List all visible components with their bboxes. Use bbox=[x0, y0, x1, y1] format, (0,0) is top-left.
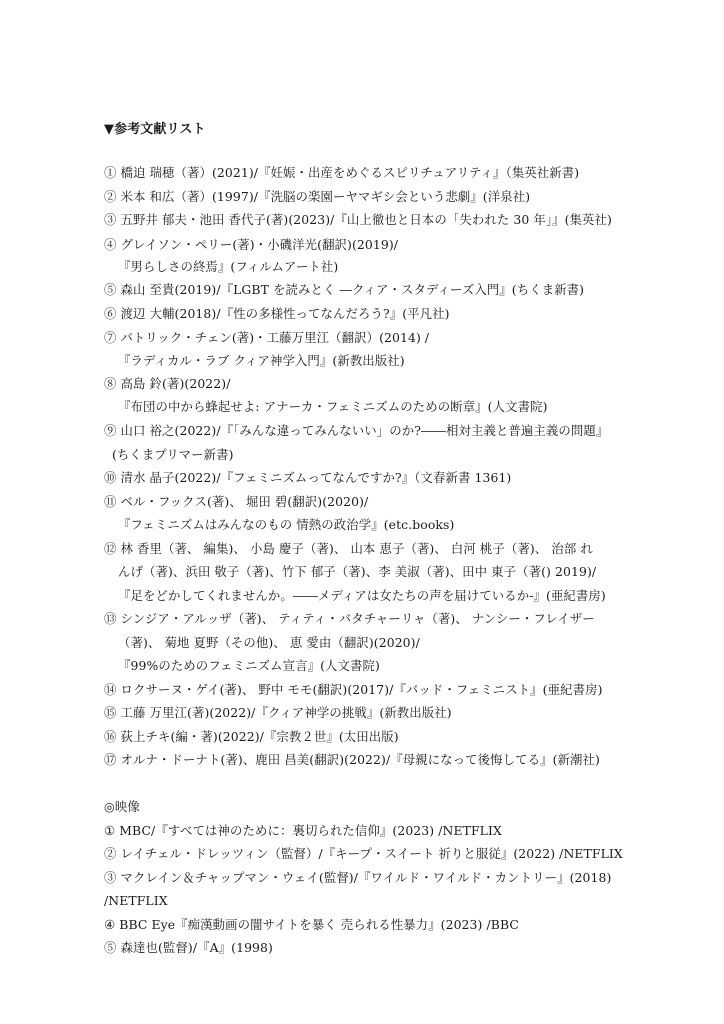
reference-line: ⑧ 高島 鈴(著)(2022)/ bbox=[104, 376, 231, 391]
reference-line: ⑮ 工藤 万里江(著)(2022)/『クィア神学の挑戦』(新教出版社) bbox=[104, 705, 452, 720]
video-line: ⑤ 森達也(監督)/『A』(1998) bbox=[104, 940, 273, 955]
reference-line: ① 橋迫 瑞穂（著）(2021)/『妊娠・出産をめぐるスピリチュアリティ』（集英社新書) bbox=[104, 165, 580, 180]
reference-line: ⑪ ベル・フックス(著)、 堀田 碧(翻訳)(2020)/ bbox=[104, 494, 369, 509]
reference-line: （著)、 菊地 夏野（その他)、 恵 愛由（翻訳)(2020)/ bbox=[118, 635, 420, 650]
reference-line: ⑰ オルナ・ドーナト(著)、鹿田 昌美(翻訳)(2022)/『母親になって後悔してる』(新潮社) bbox=[104, 752, 600, 767]
reference-line: ⑦ パトリック・チェン(著)・工藤万里江（翻訳）(2014) / bbox=[104, 330, 430, 345]
reference-line: (ちくまプリマー新書) bbox=[112, 447, 234, 462]
reference-line: 『ラディカル・ラブ クィア神学入門』(新教出版社) bbox=[118, 353, 405, 368]
reference-line: 『布団の中から蜂起せよ: アナーカ・フェミニズムのための断章』(人文書院) bbox=[118, 399, 548, 414]
videos-heading: ◎映像 bbox=[104, 799, 140, 814]
reference-line: 『フェミニズムはみんなのもの 情熱の政治学』(etc.books) bbox=[118, 517, 455, 532]
reference-line: ② 米本 和広（著）(1997)/『洗脳の楽園ーヤマギシ会という悲劇』(洋泉社) bbox=[104, 189, 531, 204]
video-line: /NETFLIX bbox=[104, 893, 168, 908]
reference-line: ⑯ 荻上チキ(編・著)(2022)/『宗教２世』(太田出版) bbox=[104, 729, 399, 744]
reference-line: ⑨ 山口 裕之(2022)/『「みんな違ってみんないい」のか?――相対主義と普遍主義の問題』 bbox=[104, 423, 609, 438]
reference-line: 『99%のためのフェミニズム宣言』(人文書院) bbox=[118, 658, 380, 673]
reference-line: んげ（著)、浜田 敬子（著)、竹下 郁子（著)、李 美淑（著)、田中 東子（著() 2019)/ bbox=[118, 564, 597, 579]
video-line: ① MBC/『すべては神のために：裏切られた信仰』(2023) /NETFLIX bbox=[104, 823, 502, 838]
reference-line: ③ 五野井 郁夫・池田 香代子(著)(2023)/『山上徹也と日本の「失われた 30 年」』(集英社) bbox=[104, 212, 612, 227]
reference-line: ⑭ ロクサーヌ・ゲイ(著)、 野中 モモ(翻訳)(2017)/『バッド・フェミニスト』(亜紀書房) bbox=[104, 682, 603, 697]
reference-line: 『足をどかしてくれませんか。――メディアは女たちの声を届けているか-』(亜紀書房) bbox=[118, 588, 606, 603]
video-line: ② レイチェル・ドレッツィン（監督）/『キープ・スイート 祈りと服従』(2022) /NETFLIX bbox=[104, 846, 623, 861]
references-heading: ▼参考文献リスト bbox=[104, 122, 206, 137]
reference-line: ⑥ 渡辺 大輔(2018)/『性の多様性ってなんだろう?』(平凡社) bbox=[104, 306, 450, 321]
reference-line: 『男らしさの終焉』(フィルムアート社) bbox=[118, 259, 339, 274]
reference-line: ④ グレイソン・ペリー(著)・小磯洋光(翻訳)(2019)/ bbox=[104, 237, 399, 252]
reference-line: ⑬ シンジア・アルッザ（著)、 ティティ・バタチャーリャ（著)、 ナンシー・フレイザー bbox=[104, 611, 595, 626]
reference-line: ⑤ 森山 至貴(2019)/『LGBT を読みとく ―クィア・スタディーズ入門』(ちくま新書) bbox=[104, 282, 585, 297]
video-line: ④ BBC Eye『痴漢動画の闇サイトを暴く 売られる性暴力』(2023) /BBC bbox=[104, 917, 519, 932]
reference-line: ⑫ 林 香里（著、 編集)、 小島 慶子（著)、 山本 恵子（著)、 白河 桃子（著)、 治部 れ bbox=[104, 541, 593, 556]
video-line: ③ マクレイン＆チャップマン・ウェイ(監督)/『ワイルド・ワイルド・カントリー』(2018) bbox=[104, 870, 612, 885]
reference-line: ⑩ 清水 晶子(2022)/『フェミニズムってなんですか?』（文春新書 1361) bbox=[104, 470, 512, 485]
